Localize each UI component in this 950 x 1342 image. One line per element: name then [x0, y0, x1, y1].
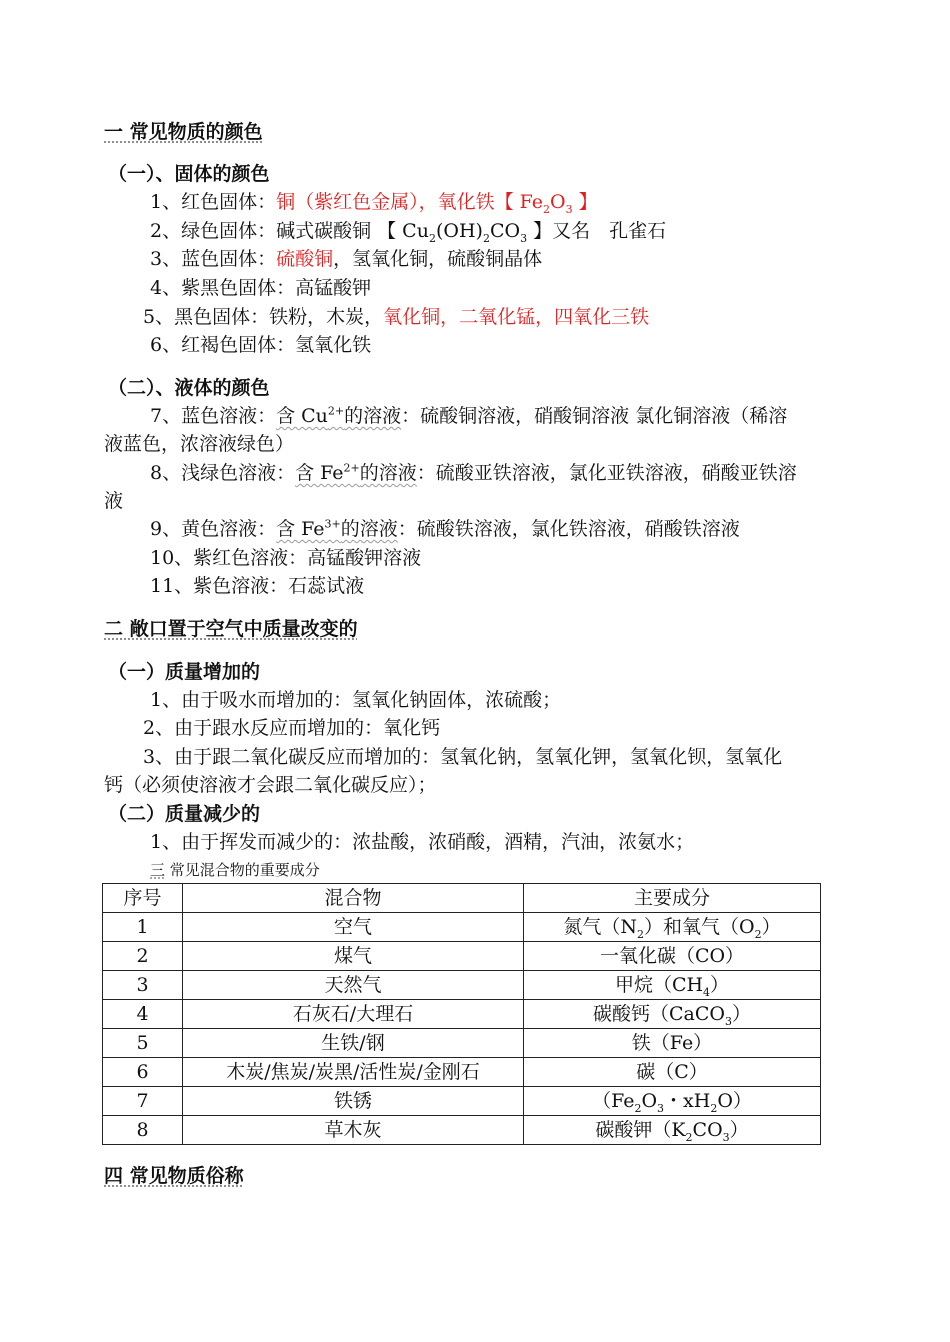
line-red-solid: 1、红色固体：铜（紫红色金属），氧化铁【 $Fe_2O_3$ 】	[150, 191, 598, 216]
table-row	[103, 942, 821, 971]
line-purple-solution: 11、紫色溶液：石蕊试液	[150, 575, 365, 597]
line-mass-increase-1: 1、由于吸水而增加的：氢氧化钠固体，浓硫酸；	[150, 689, 562, 711]
section-1-title: 一 常见物质的颜色	[104, 121, 263, 143]
line-mass-increase-2: 2、由于跟水反应而增加的：氧化钙	[143, 717, 441, 739]
row-component: 氮气$(N_2)$和氧气$(O_2)$	[524, 913, 821, 942]
row-number: 6	[103, 1058, 183, 1087]
section-1-sub1-title: （一）、固体的颜色	[108, 163, 270, 185]
row-component: （$Fe_2O_3$・$xH_2O$）	[524, 1087, 821, 1116]
line-light-green-solution-cont: 液	[104, 490, 124, 512]
row-number: 7	[103, 1087, 183, 1116]
section-2-title: 二 敞口置于空气中质量改变的	[104, 618, 358, 640]
line-blue-solution-cont: 液蓝色，浓溶液绿色）	[104, 433, 295, 455]
row-component: 碳酸钙（CaCO$_3$）	[524, 1000, 821, 1029]
table-row	[103, 913, 821, 942]
row-component: 甲烷$(CH_4)$	[524, 971, 821, 1000]
line-mass-decrease-1: 1、由于挥发而减少的：浓盐酸，浓硝酸，酒精，汽油，浓氨水；	[150, 831, 695, 853]
line-purple-black-solid: 4、紫黑色固体：高锰酸钾	[150, 277, 372, 299]
table-header-row	[103, 884, 821, 913]
row-mixture: 草木灰	[183, 1116, 524, 1145]
section-2-sub2-title: （二）质量减少的	[108, 803, 261, 825]
section-2-sub1-title: （一）质量增加的	[108, 661, 261, 683]
section-4-title: 四 常见物质俗称	[104, 1165, 244, 1187]
section-3-caption: 三 常见混合物的重要成分	[150, 861, 320, 879]
line-green-solid: 2、绿色固体：碱式碳酸铜 【 $Cu_2(OH)_2CO_3$ 】又名 孔雀石	[150, 220, 667, 245]
line-mass-increase-3: 3、由于跟二氧化碳反应而增加的：氢氧化钠，氢氧化钾，氢氧化钡，氢氧化	[143, 746, 783, 768]
row-component: 碳（C）	[524, 1058, 821, 1087]
row-mixture: 空气	[183, 913, 524, 942]
row-mixture: 煤气	[183, 942, 524, 971]
table-row	[103, 1029, 821, 1058]
line-mass-increase-3-cont: 钙（必须使溶液才会跟二氧化碳反应）；	[104, 774, 437, 796]
section-1-sub2-title: （二）、液体的颜色	[108, 377, 270, 399]
line-blue-solid: 3、蓝色固体：硫酸铜，氢氧化铜，硫酸铜晶体	[150, 248, 543, 270]
row-number: 8	[103, 1116, 183, 1145]
table-row	[103, 1058, 821, 1087]
row-mixture: 铁锈	[183, 1087, 524, 1116]
row-number: 1	[103, 913, 183, 942]
row-component: 一氧化碳（CO）	[524, 942, 821, 971]
row-number: 4	[103, 1000, 183, 1029]
line-yellow-solution: 9、黄色溶液：含 $Fe^{3+}$的溶液：硫酸铁溶液，氯化铁溶液，硝酸铁溶液	[150, 517, 740, 540]
line-red-brown-solid: 6、红褐色固体：氢氧化铁	[150, 334, 372, 356]
row-mixture: 生铁/钢	[183, 1029, 524, 1058]
table-row	[103, 1000, 821, 1029]
line-blue-solution: 7、蓝色溶液：含 $Cu^{2+}$的溶液：硫酸铜溶液，硝酸铜溶液 氯化铜溶液（稀溶	[150, 404, 788, 427]
row-mixture: 木炭/焦炭/炭黑/活性炭/金刚石	[183, 1058, 524, 1087]
table-row	[103, 1116, 821, 1145]
mixtures-table	[102, 883, 821, 1145]
row-number: 5	[103, 1029, 183, 1058]
row-component: 铁（Fe）	[524, 1029, 821, 1058]
row-number: 3	[103, 971, 183, 1000]
row-component: 碳酸钾$(K_2CO_3)$	[524, 1116, 821, 1145]
header-main-component: 主要成分	[524, 884, 821, 913]
table-row	[103, 971, 821, 1000]
header-mixture: 混合物	[183, 884, 524, 913]
row-number: 2	[103, 942, 183, 971]
line-purple-red-solution: 10、紫红色溶液：高锰酸钾溶液	[150, 547, 422, 569]
line-light-green-solution: 8、浅绿色溶液：含 $Fe^{2+}$的溶液：硫酸亚铁溶液，氯化亚铁溶液，硝酸亚铁溶	[150, 461, 797, 484]
table-row	[103, 1087, 821, 1116]
header-number: 序号	[103, 884, 183, 913]
row-mixture: 天然气	[183, 971, 524, 1000]
row-mixture: 石灰石/大理石	[183, 1000, 524, 1029]
line-black-solid: 5、黑色固体：铁粉，木炭，氧化铜，二氧化锰，四氧化三铁	[143, 306, 650, 328]
